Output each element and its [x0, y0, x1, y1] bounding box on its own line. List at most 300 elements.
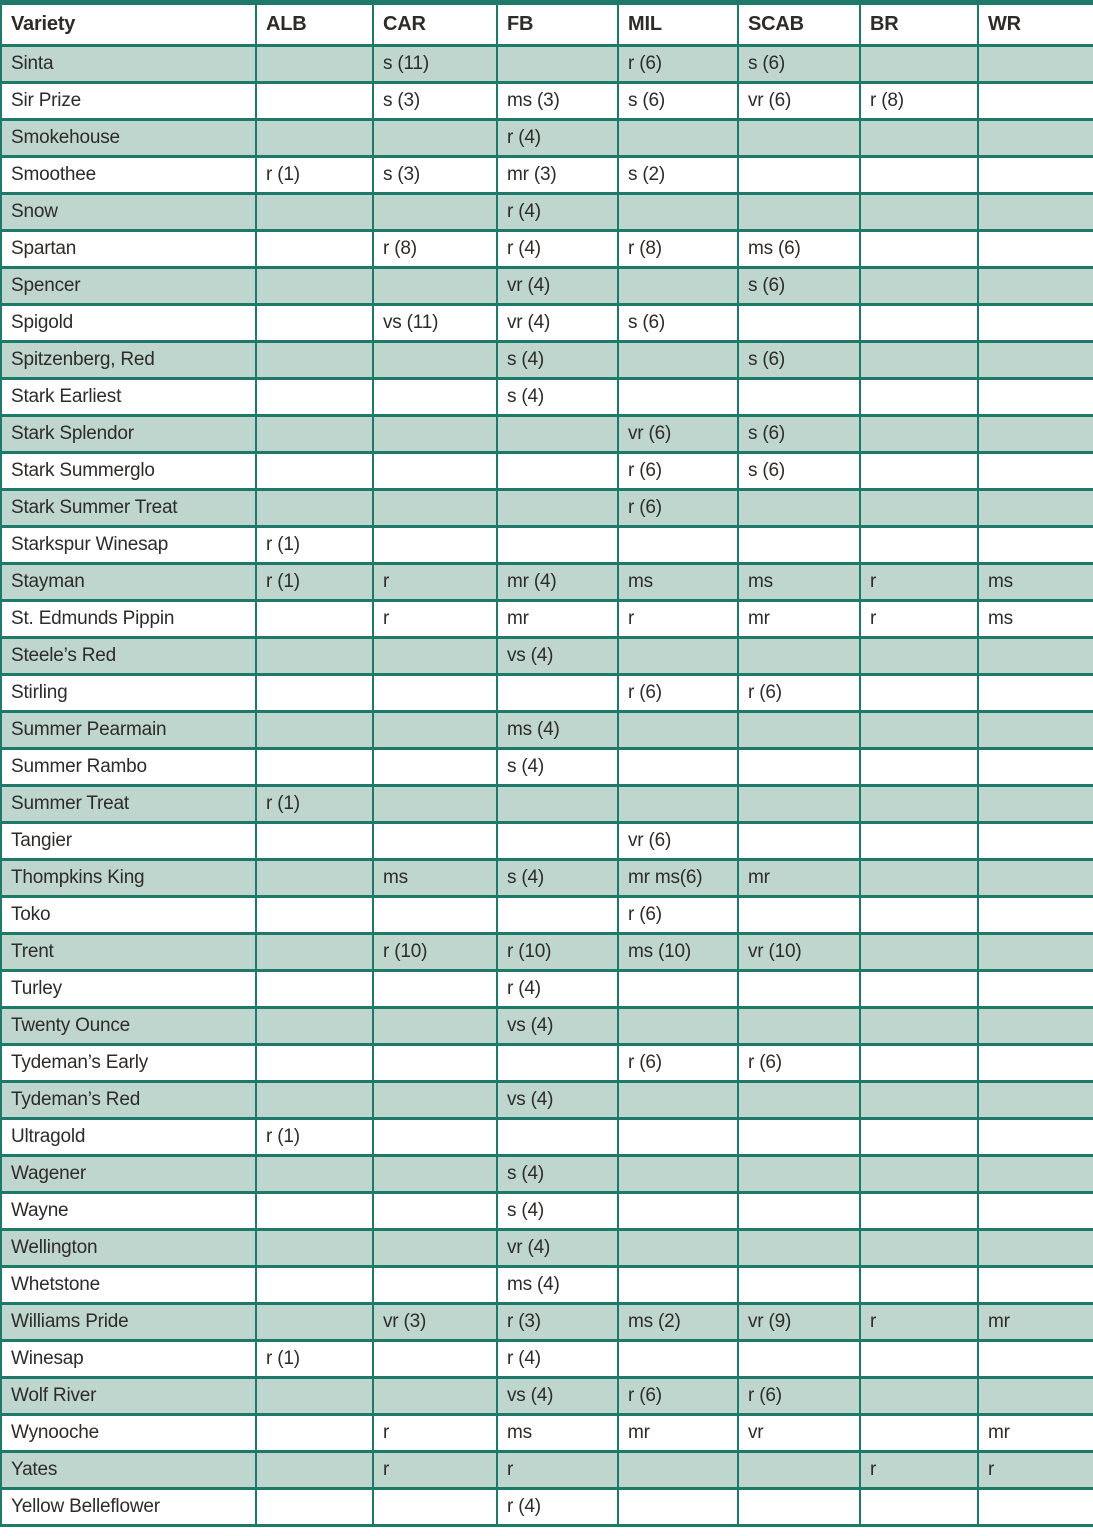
variety-cell: Stark Summerglo	[1, 453, 256, 490]
rating-cell	[860, 490, 978, 527]
rating-cell	[978, 675, 1093, 712]
rating-cell: r (6)	[618, 1378, 738, 1415]
variety-cell: Wellington	[1, 1230, 256, 1267]
rating-cell	[978, 786, 1093, 823]
rating-cell: s (4)	[497, 749, 618, 786]
rating-cell	[373, 490, 497, 527]
table-row	[1, 1156, 1093, 1193]
rating-cell	[738, 157, 860, 194]
rating-cell: r (4)	[497, 1489, 618, 1526]
rating-cell	[256, 120, 373, 157]
rating-cell	[978, 305, 1093, 342]
rating-cell	[373, 1230, 497, 1267]
rating-cell	[978, 1378, 1093, 1415]
rating-cell: s (4)	[497, 342, 618, 379]
rating-cell	[256, 379, 373, 416]
rating-cell	[860, 157, 978, 194]
variety-cell: Steele’s Red	[1, 638, 256, 675]
rating-cell	[497, 1045, 618, 1082]
rating-cell	[618, 1489, 738, 1526]
rating-cell: ms (2)	[618, 1304, 738, 1341]
rating-cell	[373, 1045, 497, 1082]
variety-cell: Stark Earliest	[1, 379, 256, 416]
table-row	[1, 638, 1093, 675]
rating-cell: ms (4)	[497, 712, 618, 749]
table-row	[1, 342, 1093, 379]
rating-cell: vr (4)	[497, 1230, 618, 1267]
rating-cell: r (6)	[738, 1378, 860, 1415]
rating-cell	[860, 231, 978, 268]
rating-cell	[256, 749, 373, 786]
table-row	[1, 1082, 1093, 1119]
rating-cell	[738, 749, 860, 786]
rating-cell	[256, 231, 373, 268]
rating-cell: r (1)	[256, 157, 373, 194]
rating-cell: vr (6)	[618, 823, 738, 860]
table-row	[1, 194, 1093, 231]
rating-cell	[618, 1193, 738, 1230]
rating-cell: r	[860, 1304, 978, 1341]
rating-cell	[860, 1082, 978, 1119]
rating-cell	[978, 749, 1093, 786]
table-row	[1, 1045, 1093, 1082]
rating-cell	[373, 342, 497, 379]
rating-cell	[860, 934, 978, 971]
rating-cell: mr (4)	[497, 564, 618, 601]
rating-cell	[618, 1156, 738, 1193]
rating-cell: r	[860, 601, 978, 638]
variety-cell: Thompkins King	[1, 860, 256, 897]
table-row	[1, 860, 1093, 897]
rating-cell	[618, 971, 738, 1008]
rating-cell: r (10)	[373, 934, 497, 971]
rating-cell	[860, 749, 978, 786]
rating-cell	[618, 712, 738, 749]
rating-cell	[978, 860, 1093, 897]
rating-cell	[497, 46, 618, 83]
table-row	[1, 1341, 1093, 1378]
rating-cell	[978, 157, 1093, 194]
rating-cell	[978, 712, 1093, 749]
rating-cell	[738, 194, 860, 231]
rating-cell	[618, 749, 738, 786]
rating-cell	[860, 416, 978, 453]
rating-cell: mr	[618, 1415, 738, 1452]
table-row	[1, 897, 1093, 934]
variety-cell: Sir Prize	[1, 83, 256, 120]
rating-cell: ms	[978, 601, 1093, 638]
header-row	[1, 3, 1093, 46]
rating-cell: r (8)	[618, 231, 738, 268]
rating-cell	[256, 897, 373, 934]
rating-cell	[373, 897, 497, 934]
variety-cell: Tydeman’s Red	[1, 1082, 256, 1119]
rating-cell: r	[860, 1452, 978, 1489]
variety-cell: Sinta	[1, 46, 256, 83]
variety-cell: Wagener	[1, 1156, 256, 1193]
rating-cell	[978, 638, 1093, 675]
rating-cell	[373, 1267, 497, 1304]
rating-cell: s (4)	[497, 1156, 618, 1193]
rating-cell: s (6)	[738, 342, 860, 379]
rating-cell	[860, 1008, 978, 1045]
rating-cell	[860, 1267, 978, 1304]
rating-cell	[860, 1045, 978, 1082]
table-row	[1, 1193, 1093, 1230]
rating-cell	[256, 934, 373, 971]
rating-cell	[497, 1119, 618, 1156]
rating-cell: ms	[618, 564, 738, 601]
rating-cell	[256, 638, 373, 675]
table-row	[1, 268, 1093, 305]
rating-cell	[738, 1119, 860, 1156]
rating-cell	[738, 120, 860, 157]
rating-cell	[256, 1193, 373, 1230]
rating-cell	[373, 527, 497, 564]
table-row	[1, 601, 1093, 638]
table-row	[1, 1267, 1093, 1304]
column-header-br: BR	[860, 3, 978, 46]
rating-cell: mr	[978, 1304, 1093, 1341]
variety-cell: Summer Rambo	[1, 749, 256, 786]
rating-cell	[978, 1008, 1093, 1045]
rating-cell	[256, 1378, 373, 1415]
rating-cell: s (6)	[618, 83, 738, 120]
rating-cell	[978, 1119, 1093, 1156]
column-header-scab: SCAB	[738, 3, 860, 46]
table-row	[1, 712, 1093, 749]
rating-cell	[860, 1193, 978, 1230]
rating-cell	[497, 675, 618, 712]
rating-cell: r (6)	[738, 675, 860, 712]
rating-cell	[860, 379, 978, 416]
rating-cell	[373, 712, 497, 749]
rating-cell: r	[978, 1452, 1093, 1489]
rating-cell: r (6)	[618, 897, 738, 934]
rating-cell	[373, 1119, 497, 1156]
rating-cell: vs (4)	[497, 1008, 618, 1045]
rating-cell: s (6)	[618, 305, 738, 342]
rating-cell	[860, 823, 978, 860]
rating-cell: mr	[738, 601, 860, 638]
rating-cell: s (11)	[373, 46, 497, 83]
rating-cell: r (1)	[256, 1341, 373, 1378]
rating-cell: r (6)	[618, 490, 738, 527]
rating-cell	[978, 823, 1093, 860]
table-row	[1, 749, 1093, 786]
rating-cell	[373, 1489, 497, 1526]
rating-cell	[860, 897, 978, 934]
rating-cell	[256, 1267, 373, 1304]
variety-cell: Tydeman’s Early	[1, 1045, 256, 1082]
rating-cell	[860, 638, 978, 675]
rating-cell: mr	[497, 601, 618, 638]
variety-cell: Stark Splendor	[1, 416, 256, 453]
rating-cell	[373, 823, 497, 860]
rating-cell	[256, 1045, 373, 1082]
rating-cell: r (6)	[618, 1045, 738, 1082]
rating-cell	[978, 268, 1093, 305]
column-header-variety: Variety	[1, 3, 256, 46]
rating-cell	[256, 1304, 373, 1341]
rating-cell	[618, 1267, 738, 1304]
variety-cell: Williams Pride	[1, 1304, 256, 1341]
rating-cell	[256, 675, 373, 712]
rating-cell: r (1)	[256, 786, 373, 823]
variety-cell: Summer Pearmain	[1, 712, 256, 749]
variety-cell: Smokehouse	[1, 120, 256, 157]
rating-cell: ms	[373, 860, 497, 897]
table-row	[1, 231, 1093, 268]
rating-cell: mr	[738, 860, 860, 897]
rating-cell: vr (10)	[738, 934, 860, 971]
variety-cell: Whetstone	[1, 1267, 256, 1304]
table-row	[1, 490, 1093, 527]
rating-cell: r	[860, 564, 978, 601]
rating-cell	[256, 1082, 373, 1119]
rating-cell	[860, 268, 978, 305]
rating-cell: s (3)	[373, 157, 497, 194]
rating-cell	[618, 1082, 738, 1119]
table-row	[1, 675, 1093, 712]
rating-cell	[256, 453, 373, 490]
rating-cell	[373, 416, 497, 453]
variety-cell: Wayne	[1, 1193, 256, 1230]
rating-cell	[256, 823, 373, 860]
rating-cell	[738, 305, 860, 342]
rating-cell	[978, 1045, 1093, 1082]
rating-cell	[978, 342, 1093, 379]
rating-cell	[497, 453, 618, 490]
rating-cell	[860, 1119, 978, 1156]
variety-cell: Tangier	[1, 823, 256, 860]
rating-cell: r (6)	[618, 675, 738, 712]
rating-cell: r	[497, 1452, 618, 1489]
rating-cell: r	[373, 1452, 497, 1489]
variety-cell: Wolf River	[1, 1378, 256, 1415]
rating-cell: r	[373, 1415, 497, 1452]
rating-cell	[860, 1378, 978, 1415]
rating-cell	[373, 638, 497, 675]
rating-cell	[978, 1156, 1093, 1193]
rating-cell	[738, 638, 860, 675]
rating-cell	[497, 786, 618, 823]
rating-cell: r (4)	[497, 120, 618, 157]
rating-cell: r (8)	[860, 83, 978, 120]
rating-cell	[256, 971, 373, 1008]
variety-cell: Winesap	[1, 1341, 256, 1378]
rating-cell: vs (4)	[497, 1378, 618, 1415]
rating-cell	[978, 1341, 1093, 1378]
rating-cell	[978, 83, 1093, 120]
rating-cell	[860, 1489, 978, 1526]
rating-cell	[373, 1341, 497, 1378]
rating-cell	[618, 1230, 738, 1267]
rating-cell	[618, 342, 738, 379]
table-row	[1, 823, 1093, 860]
rating-cell: s (4)	[497, 1193, 618, 1230]
rating-cell	[256, 194, 373, 231]
rating-cell	[618, 786, 738, 823]
rating-cell	[978, 453, 1093, 490]
column-header-alb: ALB	[256, 3, 373, 46]
rating-cell	[978, 971, 1093, 1008]
rating-cell: ms (3)	[497, 83, 618, 120]
rating-cell	[978, 1193, 1093, 1230]
rating-cell: vr (6)	[618, 416, 738, 453]
rating-cell	[497, 823, 618, 860]
rating-cell: r (6)	[618, 453, 738, 490]
rating-cell: vr (3)	[373, 1304, 497, 1341]
rating-cell	[978, 120, 1093, 157]
rating-cell: r (4)	[497, 194, 618, 231]
rating-cell	[256, 490, 373, 527]
rating-cell	[860, 675, 978, 712]
rating-cell	[256, 1156, 373, 1193]
rating-cell	[738, 897, 860, 934]
rating-cell	[497, 416, 618, 453]
rating-cell	[373, 1193, 497, 1230]
rating-cell: r (4)	[497, 231, 618, 268]
rating-cell	[618, 194, 738, 231]
rating-cell	[618, 638, 738, 675]
rating-cell: vr (4)	[497, 268, 618, 305]
rating-cell	[256, 46, 373, 83]
rating-cell	[373, 1378, 497, 1415]
variety-cell: Toko	[1, 897, 256, 934]
rating-cell: mr	[978, 1415, 1093, 1452]
variety-cell: Spencer	[1, 268, 256, 305]
rating-cell	[373, 675, 497, 712]
rating-cell	[618, 527, 738, 564]
rating-cell: r (1)	[256, 527, 373, 564]
table-row	[1, 1415, 1093, 1452]
rating-cell	[497, 490, 618, 527]
variety-cell: Yates	[1, 1452, 256, 1489]
rating-cell: r (4)	[497, 1341, 618, 1378]
rating-cell: ms (4)	[497, 1267, 618, 1304]
rating-cell	[860, 1341, 978, 1378]
rating-cell: r (10)	[497, 934, 618, 971]
rating-cell	[978, 490, 1093, 527]
rating-cell	[256, 601, 373, 638]
rating-cell	[738, 1082, 860, 1119]
rating-cell	[860, 342, 978, 379]
rating-cell	[497, 897, 618, 934]
rating-cell	[256, 1415, 373, 1452]
rating-cell	[978, 934, 1093, 971]
table-row	[1, 527, 1093, 564]
table-row	[1, 1452, 1093, 1489]
table-row	[1, 1119, 1093, 1156]
variety-cell: Spigold	[1, 305, 256, 342]
rating-cell	[978, 1489, 1093, 1526]
table-row	[1, 157, 1093, 194]
rating-cell: s (6)	[738, 416, 860, 453]
rating-cell	[256, 1489, 373, 1526]
rating-cell	[618, 1119, 738, 1156]
rating-cell	[373, 1156, 497, 1193]
table-row	[1, 786, 1093, 823]
rating-cell	[738, 1452, 860, 1489]
table-row	[1, 305, 1093, 342]
rating-cell: s (6)	[738, 268, 860, 305]
rating-cell: ms	[497, 1415, 618, 1452]
rating-cell: mr (3)	[497, 157, 618, 194]
rating-cell	[618, 1341, 738, 1378]
rating-cell	[256, 1452, 373, 1489]
table-row	[1, 120, 1093, 157]
rating-cell	[256, 416, 373, 453]
rating-cell	[860, 120, 978, 157]
rating-cell: r (6)	[618, 46, 738, 83]
rating-cell: r (1)	[256, 1119, 373, 1156]
rating-cell: r (6)	[738, 1045, 860, 1082]
table-row	[1, 416, 1093, 453]
rating-cell	[738, 379, 860, 416]
rating-cell	[738, 823, 860, 860]
rating-cell	[738, 527, 860, 564]
column-header-wr: WR	[978, 3, 1093, 46]
rating-cell	[256, 860, 373, 897]
rating-cell	[860, 860, 978, 897]
variety-cell: Stark Summer Treat	[1, 490, 256, 527]
variety-cell: Summer Treat	[1, 786, 256, 823]
rating-cell	[860, 194, 978, 231]
rating-cell: s (4)	[497, 860, 618, 897]
rating-cell	[860, 786, 978, 823]
rating-cell: ms (10)	[618, 934, 738, 971]
rating-cell	[738, 1008, 860, 1045]
rating-cell	[978, 379, 1093, 416]
rating-cell	[256, 1008, 373, 1045]
table-row	[1, 46, 1093, 83]
table-row	[1, 1378, 1093, 1415]
variety-cell: Stayman	[1, 564, 256, 601]
rating-cell: vr (4)	[497, 305, 618, 342]
rating-cell: vs (4)	[497, 1082, 618, 1119]
variety-cell: Stirling	[1, 675, 256, 712]
table-row	[1, 83, 1093, 120]
rating-cell	[860, 1230, 978, 1267]
table-row	[1, 379, 1093, 416]
rating-cell	[618, 120, 738, 157]
rating-cell: r (8)	[373, 231, 497, 268]
rating-cell	[738, 1267, 860, 1304]
rating-cell	[978, 527, 1093, 564]
rating-cell	[738, 971, 860, 1008]
rating-cell	[978, 231, 1093, 268]
rating-cell: ms	[978, 564, 1093, 601]
rating-cell	[860, 1415, 978, 1452]
rating-cell	[256, 83, 373, 120]
variety-cell: Yellow Belleflower	[1, 1489, 256, 1526]
rating-cell	[978, 1267, 1093, 1304]
rating-cell	[373, 268, 497, 305]
table-row	[1, 564, 1093, 601]
rating-cell	[738, 490, 860, 527]
table-header	[1, 3, 1093, 46]
rating-cell	[860, 453, 978, 490]
rating-cell	[373, 194, 497, 231]
rating-cell	[738, 1489, 860, 1526]
variety-cell: Snow	[1, 194, 256, 231]
rating-cell: s (2)	[618, 157, 738, 194]
rating-cell: ms	[738, 564, 860, 601]
rating-cell: r	[618, 601, 738, 638]
rating-cell	[373, 749, 497, 786]
rating-cell	[618, 1452, 738, 1489]
